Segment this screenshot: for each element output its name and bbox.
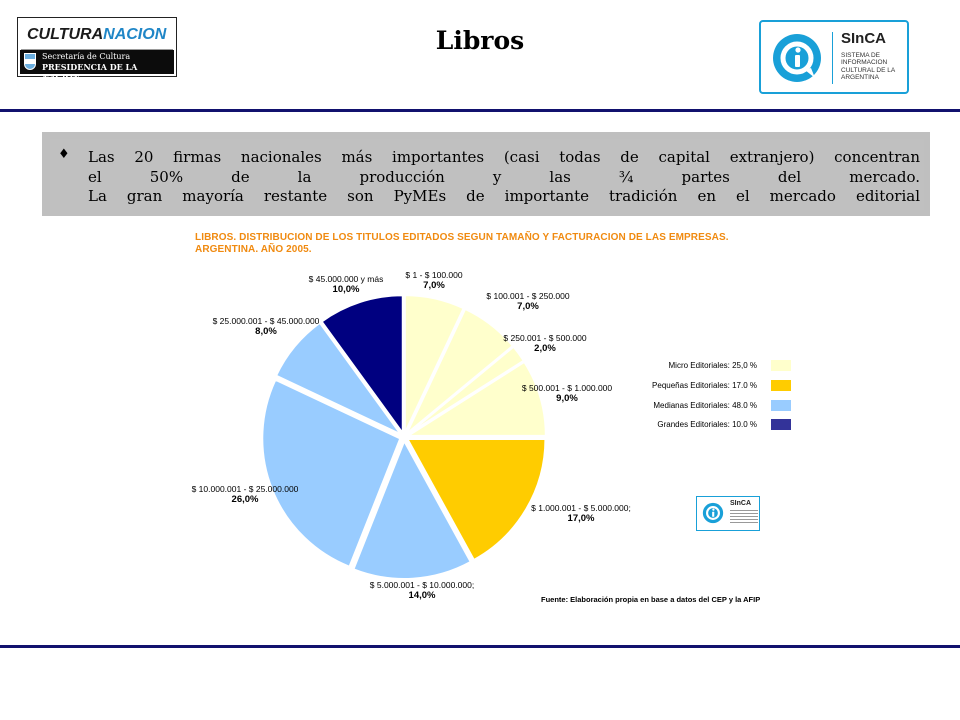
pie-slice-label bbox=[211, 316, 321, 337]
pie-slice-percent: 17,0% bbox=[567, 512, 595, 524]
pie-slice-percent: 26,0% bbox=[231, 493, 259, 505]
pie-slice-range: $ 10.000.001 - $ 25.000.000 bbox=[191, 484, 299, 494]
legend-item-medianas bbox=[600, 400, 795, 414]
diamond-bullet-icon: ♦ bbox=[58, 147, 70, 162]
pie-slice-percent: 8,0% bbox=[255, 325, 277, 337]
pie-slice-percent: 14,0% bbox=[408, 589, 436, 601]
watermark-subtitle-lines bbox=[730, 510, 758, 525]
legend-item-grandes bbox=[600, 419, 795, 433]
legend-item-micro bbox=[600, 360, 795, 374]
pie-slice-range: $ 25.000.001 - $ 45.000.000 bbox=[212, 316, 320, 326]
pie-slice-percent: 7,0% bbox=[517, 300, 539, 312]
pie-slice-label bbox=[190, 484, 300, 505]
legend-label: Micro Editoriales: 25,0 % bbox=[668, 361, 757, 370]
pie-slice-label bbox=[473, 291, 583, 312]
pie-slice-range: $ 5.000.001 - $ 10.000.000; bbox=[369, 580, 475, 590]
pie-slice-label bbox=[291, 274, 401, 295]
secretaria-label: Secretaría de Cultura bbox=[42, 52, 131, 61]
pie-slice-percent: 9,0% bbox=[556, 392, 578, 404]
chart-source: Fuente: Elaboración propia en base a datos del CEP y la AFIP bbox=[541, 595, 761, 604]
summary-line: La gran mayoría restante son PyMEs de importante tradición en el mercado editorial bbox=[88, 187, 920, 205]
summary-line: el 50% de la producción y las ¾ partes del mercado. bbox=[88, 167, 920, 186]
legend-swatch bbox=[771, 360, 791, 371]
pie-slice-range: $ 250.001 - $ 500.000 bbox=[503, 333, 587, 343]
page-title: Libros bbox=[435, 26, 525, 55]
info-badge-icon bbox=[702, 502, 724, 524]
legend-swatch bbox=[771, 419, 791, 430]
pie-slice-range: $ 1 - $ 100.000 bbox=[405, 270, 463, 280]
pie-slice-percent: 7,0% bbox=[423, 279, 445, 291]
watermark-sinca-logo bbox=[696, 496, 760, 531]
pie-slice-label bbox=[367, 580, 477, 601]
pie-slice-label bbox=[490, 333, 600, 354]
pie-slice-range: $ 500.001 - $ 1.000.000 bbox=[521, 383, 613, 393]
pie-slice-range: $ 45.000.000 y más bbox=[308, 274, 384, 284]
pie-slice-range: $ 1.000.001 - $ 5.000.000; bbox=[531, 503, 631, 513]
sinca-name: SInCA bbox=[841, 30, 886, 47]
legend-swatch bbox=[771, 400, 791, 411]
pie-slice-label bbox=[526, 503, 636, 524]
presidencia-label: PRESIDENCIA DE LA NACION bbox=[42, 62, 138, 82]
legend-label: Grandes Editoriales: 10.0 % bbox=[657, 420, 757, 429]
legend-label: Medianas Editoriales: 48.0 % bbox=[653, 401, 757, 410]
legend-swatch bbox=[771, 380, 791, 391]
sinca-subtitle: SISTEMA DE INFORMACION CULTURAL DE LA ARGENTINA bbox=[841, 52, 895, 82]
pie-slice-percent: 10,0% bbox=[332, 283, 360, 295]
chart-title: LIBROS. DISTRIBUCION DE LOS TITULOS EDITADOS SEGUN TAMAÑO Y FACTURACION DE LAS EMPRESAS. ARGENTINA. AÑO 2005. bbox=[195, 232, 729, 255]
legend-label: Pequeñas Editoriales: 17.0 % bbox=[652, 381, 757, 390]
summary-line: Las 20 firmas nacionales más importantes (casi todas de capital extranjero) concentran bbox=[88, 148, 920, 166]
legend-item-pequenas bbox=[600, 380, 795, 394]
cultura-nacion-wordmark: CULTURANACION bbox=[21, 21, 173, 50]
pie-slice-percent: 2,0% bbox=[534, 342, 556, 354]
pie-slice-range: $ 100.001 - $ 250.000 bbox=[486, 291, 570, 301]
watermark-name: SInCA bbox=[730, 500, 751, 507]
